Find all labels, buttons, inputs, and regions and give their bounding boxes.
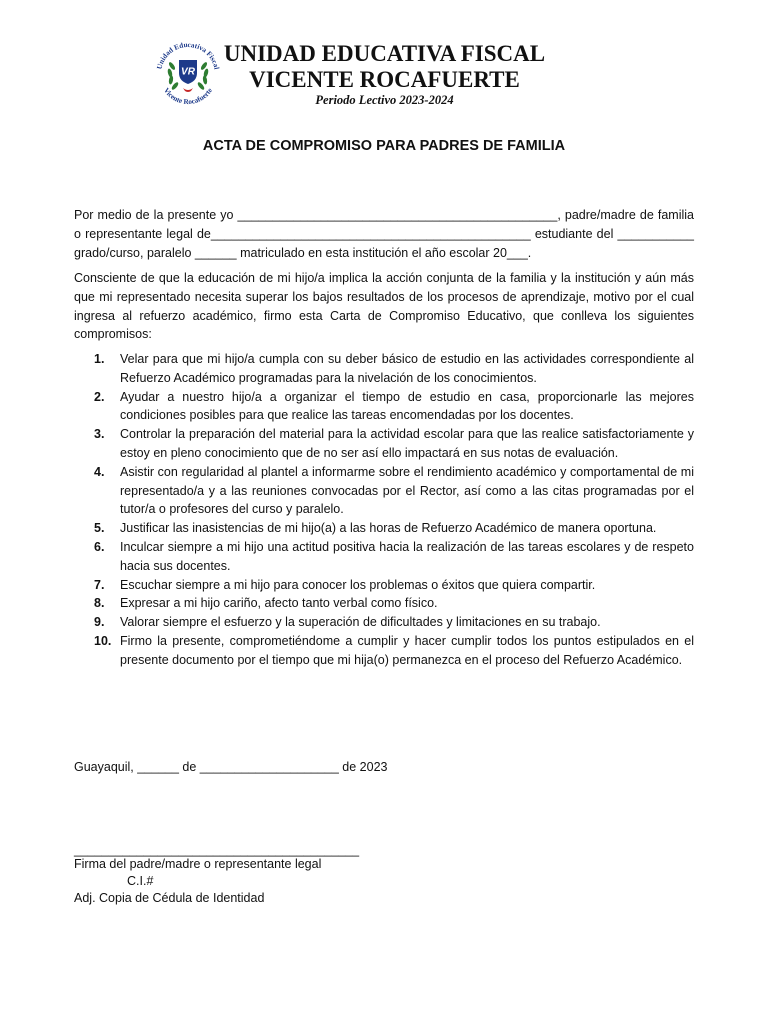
list-item	[74, 350, 694, 388]
laurel-right-icon	[197, 61, 210, 91]
list-item-text: Ayudar a nuestro hijo/a a organizar el tiempo de estudio en casa, proporcionarle las mejores condiciones posibles para que realice las tareas encomendadas por los docentes.	[120, 389, 694, 423]
signature-label: Firma del padre/madre o representante legal	[74, 857, 322, 871]
context-paragraph: Consciente de que la educación de mi hijo/a implica la acción conjunta de la familia y la institución y aún más que mi representado necesita superar los bajos resultados de los procesos de aprendizaje, motivo por el cual ingresa al refuerzo académico, firmo esta Carta de Compromiso Educativo, que conlleva los siguientes compromisos:	[74, 271, 694, 342]
list-item-number: 6.	[94, 539, 105, 554]
school-period: Periodo Lectivo 2023-2024	[315, 93, 454, 107]
list-item-text: Expresar a mi hijo cariño, afecto tanto verbal como físico.	[120, 596, 438, 611]
logo-text-top: Unidad Educativa Fiscal	[155, 40, 221, 71]
list-item-number: 2.	[94, 389, 105, 404]
attachment-note: Adj. Copia de Cédula de Identidad	[74, 891, 265, 905]
list-item	[74, 594, 694, 613]
document-title: ACTA DE COMPROMISO PARA PADRES DE FAMILIA	[202, 138, 566, 154]
laurel-left-icon	[167, 61, 180, 91]
list-item-text: Asistir con regularidad al plantel a informarme sobre el rendimiento académico y comportamental de mi representado/a y a las reuniones convocadas por el Rector, así como a las citas programadas por el tutor/a o profesores del curso y paralelo.	[120, 464, 694, 517]
list-item	[74, 519, 694, 538]
list-item-text: Valorar siempre el esfuerzo y la superación de dificultades y limitaciones en su trabajo.	[120, 615, 601, 630]
school-name-line1: UNIDAD EDUCATIVA FISCAL	[223, 41, 546, 66]
svg-text:Vicente Rocafuerte	[162, 87, 214, 107]
list-item-number: 9.	[94, 615, 105, 630]
school-name-line2: VICENTE ROCAFUERTE	[249, 67, 520, 92]
list-item-number: 5.	[94, 521, 105, 536]
list-item	[74, 576, 694, 595]
list-item	[74, 463, 694, 519]
list-item-number: 1.	[94, 352, 105, 366]
list-item-number: 8.	[94, 596, 105, 611]
list-item-number: 3.	[94, 427, 105, 442]
intro-paragraph: Por medio de la presente yo ______________________________________________, padre/madre de familia o representante legal de______________________________________________ estudiante del ___________ grado/curso, paralelo ______ matriculado en esta institución el año escolar 20___.	[74, 208, 694, 260]
list-item	[74, 613, 694, 632]
logo-text-bottom: Vicente Rocafuerte	[161, 86, 215, 107]
list-item-text: Controlar la preparación del material para la actividad escolar para que las realice satisfactoriamente y estoy en pleno conocimiento que de no ser así ello impactará en sus notas de evaluación.	[120, 427, 694, 460]
list-item-text: Firmo la presente, comprometiéndome a cumplir y hacer cumplir todos los puntos estipulados en el presente documento por el tiempo que mi hija(o) permanezca en el proceso del Refuerzo Académico.	[120, 633, 694, 667]
list-item-number: 4.	[94, 464, 105, 479]
list-item-text: Velar para que mi hijo/a cumpla con su deber básico de estudio en las actividades correspondiente al Refuerzo Académico programadas para la nivelación de los conocimientos.	[120, 352, 694, 385]
signature-line: _________________________________________	[74, 843, 360, 857]
list-item	[74, 388, 694, 426]
ribbon-icon	[183, 88, 193, 92]
id-number-label: C.I.#	[127, 874, 154, 888]
list-item-text: Justificar las inasistencias de mi hijo(a) a las horas de Refuerzo Académico de manera oportuna.	[120, 521, 657, 536]
list-item-number: 7.	[94, 577, 105, 592]
list-item	[74, 632, 694, 670]
list-item-text: Escuchar siempre a mi hijo para conocer los problemas o éxitos que quiera compartir.	[120, 577, 596, 592]
list-item	[74, 425, 694, 463]
logo-monogram: VR	[181, 66, 195, 78]
commitments-list	[74, 350, 694, 670]
list-item-text: Inculcar siempre a mi hijo una actitud positiva hacia la realización de las tareas escolares y de respeto hacia sus docentes.	[120, 539, 694, 573]
date-line: Guayaquil, ______ de ____________________ de 2023	[74, 760, 388, 774]
list-item-number: 10.	[94, 633, 112, 648]
list-item	[74, 538, 694, 576]
